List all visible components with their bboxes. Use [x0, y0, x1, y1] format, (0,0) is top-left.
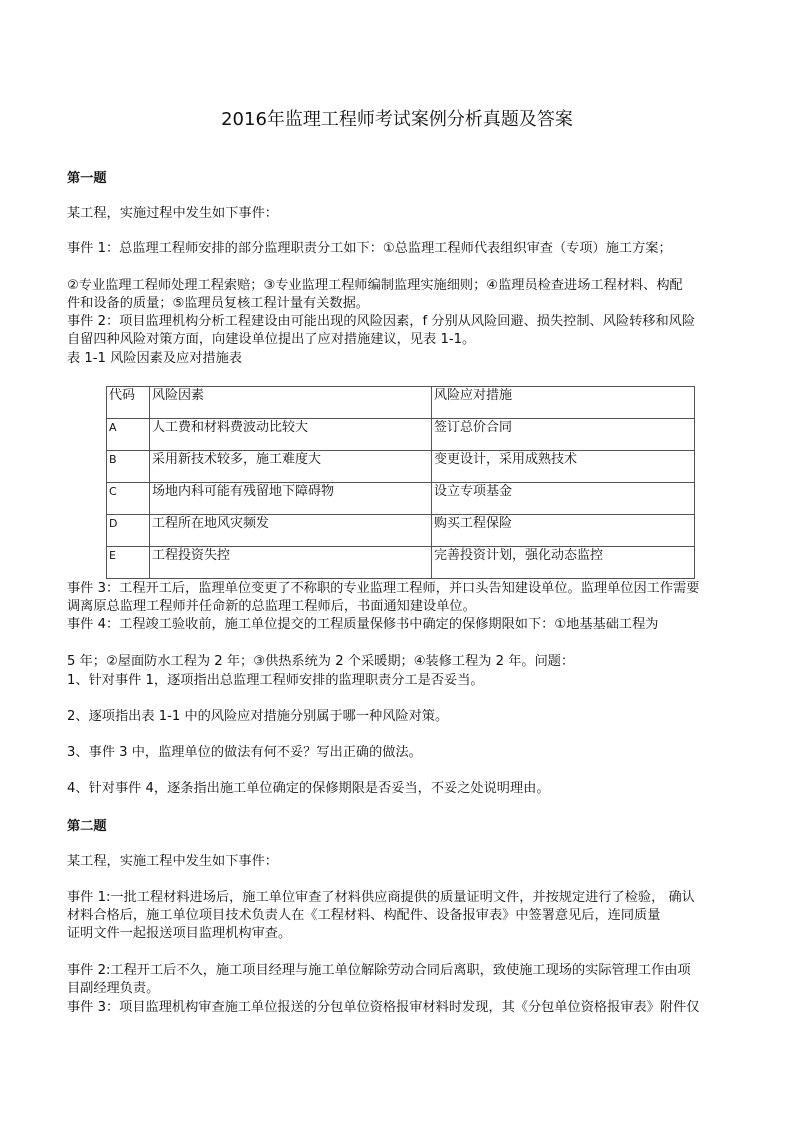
header-cell: 代码: [107, 387, 150, 419]
question-item: 3、事件 3 中，监理单位的做法有何不妥？写出正确的做法。: [67, 745, 422, 760]
paragraph-line: 件和设备的质量；⑤监理员复核工程计量有关数据。: [67, 296, 369, 311]
question-item: 4、针对事件 4，逐条指出施工单位确定的保修期限是否妥当，不妥之处说明理由。: [67, 781, 550, 796]
table-cell: 人工费和材料费波动比较大: [150, 419, 432, 451]
table-cell: 变更设计，采用成熟技术: [432, 451, 695, 483]
paragraph-line: 事件 3：项目监理机构审查施工单位报送的分包单位资格报审材料时发现，其《分包单位资格报审表》附件仅: [67, 1000, 700, 1015]
table-cell: 采用新技术较多，施工难度大: [150, 451, 432, 483]
table-row: [107, 451, 695, 483]
question-1-heading: 第一题: [67, 171, 107, 186]
table-caption: 表 1-1 风险因素及应对措施表: [67, 351, 242, 366]
table-cell: 工程所在地风灾频发: [150, 515, 432, 547]
paragraph-line: 自留四种风险对策方面，向建设单位提出了应对措施建议，见表 1-1。: [67, 332, 476, 347]
table-row: [107, 419, 695, 451]
paragraph-line: 5 年；②屋面防水工程为 2 年；③供热系统为 2 个采暖期；④装修工程为 2 年。问题：: [67, 654, 575, 669]
table-cell: 购买工程保险: [432, 515, 695, 547]
table-cell: A: [107, 419, 150, 451]
table-cell: C: [107, 483, 150, 515]
table-header-row: [107, 387, 695, 419]
paragraph-line: ②专业监理工程师处理工程索赔；③专业监理工程师编制监理实施细则；④监理员检查进场工程材料、构配: [67, 278, 683, 293]
table-cell: D: [107, 515, 150, 547]
paragraph-line: 材料合格后，施工单位项目技术负责人在《工程材料、构配件、设备报审表》中签署意见后，连同质量: [67, 908, 661, 923]
table-row: [107, 515, 695, 547]
paragraph-line: 目副经理负责。: [67, 981, 160, 996]
risk-table: [106, 386, 695, 579]
paragraph-line: 事件 1:一批工程材料进场后，施工单位审查了材料供应商提供的质量证明文件，并按规定进行了检验， 确认: [67, 890, 695, 905]
table-cell: 签订总价合同: [432, 419, 695, 451]
paragraph-line: 事件 2：项目监理机构分析工程建设由可能出现的风险因素，f 分别从风险回避、损失控制、风险转移和风险: [67, 314, 696, 329]
question-1-intro: 某工程，实施过程中发生如下事件：: [67, 206, 278, 221]
table-cell: 设立专项基金: [432, 483, 695, 515]
paragraph-line: 事件 4：工程竣工验收前，施工单位提交的工程质量保修书中确定的保修期限如下：①地基基础工程为: [67, 617, 659, 632]
table-cell: B: [107, 451, 150, 483]
paragraph-line: 调离原总监理工程师并任命新的总监理工程师后，书面通知建设单位。: [67, 599, 476, 614]
question-2-heading: 第二题: [67, 819, 107, 834]
question-2-intro: 某工程，实施工程中发生如下事件：: [67, 854, 278, 869]
paragraph-line: 事件 1：总监理工程师安排的部分监理职责分工如下：①总监理工程师代表组织审查（专项）施工方案；: [67, 241, 672, 256]
table-cell: E: [107, 547, 150, 579]
header-cell: 风险应对措施: [432, 387, 695, 419]
paragraph-line: 事件 3：工程开工后，监理单位变更了不称职的专业监理工程师，并口头告知建设单位。监理单位因工作需要: [67, 581, 700, 596]
header-cell: 风险因素: [150, 387, 432, 419]
paragraph-line: 事件 2:工程开工后不久，施工项目经理与施工单位解除劳动合同后离职，致使施工现场的实际管理工作由项: [67, 963, 691, 978]
table-row: [107, 547, 695, 579]
table-cell: 完善投资计划，强化动态监控: [432, 547, 695, 579]
table-row: [107, 483, 695, 515]
table-cell: 工程投资失控: [150, 547, 432, 579]
question-item: 1、针对事件 1，逐项指出总监理工程师安排的监理职责分工是否妥当。: [67, 673, 484, 688]
question-item: 2、逐项指出表 1-1 中的风险应对措施分别属于哪一种风险对策。: [67, 709, 449, 724]
paragraph-line: 证明文件一起报送项目监理机构审查。: [67, 926, 292, 941]
table-cell: 场地内科可能有残留地下障碍物: [150, 483, 432, 515]
document-title: 2016年监理工程师考试案例分析真题及答案: [221, 109, 573, 130]
